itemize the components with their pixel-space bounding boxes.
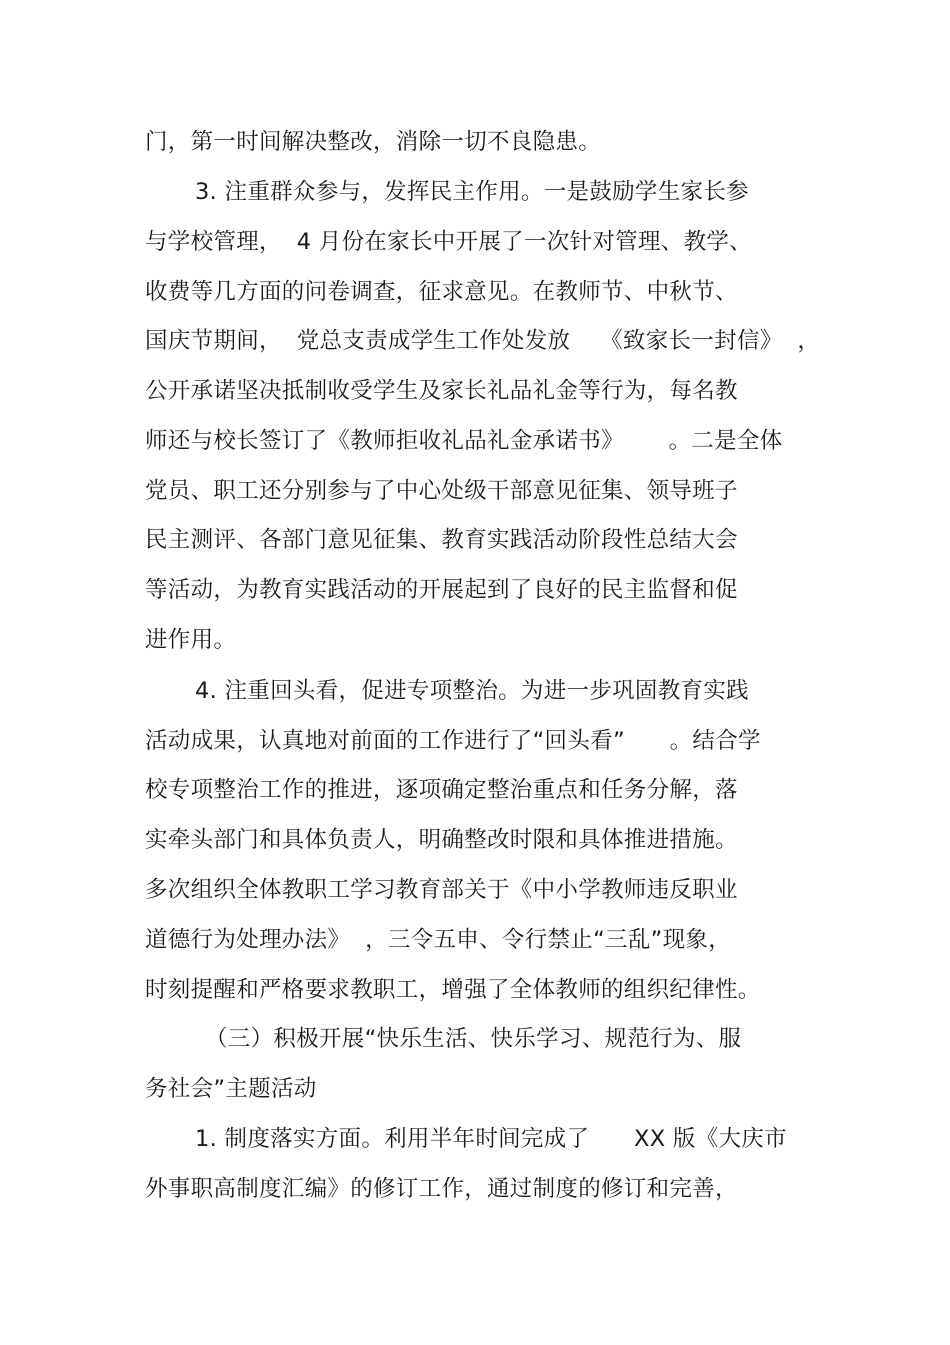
text-line: 时刻提醒和严格要求教职工，增强了全体教师的组织纪律性。: [145, 977, 761, 1003]
text-line: 3. 注重群众参与，发挥民主作用。一是鼓励学生家长参: [195, 179, 749, 205]
text-line: 道德行为处理办法》 ，三令五申、令行禁止“三乱”现象，: [145, 927, 732, 953]
section-heading: （三）积极开展“快乐生活、快乐学习、规范行为、服: [205, 1026, 742, 1052]
text-line: 民主测评、各部门意见征集、教育实践活动阶段性总结大会: [145, 527, 738, 553]
text-line: 党员、职工还分别参与了中心处级干部意见征集、领导班子: [145, 478, 738, 504]
text-line: 活动成果，认真地对前面的工作进行了“回头看” 。结合学: [145, 728, 761, 754]
section-heading: 务社会”主题活动: [145, 1076, 317, 1102]
text-line: 4. 注重回头看，促进专项整治。为进一步巩固教育实践: [195, 678, 749, 704]
text-line: 师还与校长签订了《教师拒收礼品礼金承诺书》 。二是全体: [145, 428, 783, 454]
text-line: 门，第一时间解决整改，消除一切不良隐患。: [145, 129, 602, 155]
text-line: 收费等几方面的问卷调查，征求意见。在教师节、中秋节、: [145, 279, 738, 305]
text-line: 多次组织全体教职工学习教育部关于《中小学教师违反职业: [145, 877, 738, 903]
text-line: 进作用。: [145, 627, 237, 653]
text-line: 等活动，为教育实践活动的开展起到了良好的民主监督和促: [145, 577, 738, 603]
text-line: 实牵头部门和具体负责人，明确整改时限和具体推进措施。: [145, 827, 738, 853]
text-line: 公开承诺坚决抵制收受学生及家长礼品礼金等行为，每名教: [145, 378, 738, 404]
text-line: 国庆节期间， 党总支责成学生工作处发放 《致家长一封信》 ，: [145, 328, 821, 354]
text-line: 校专项整治工作的推进，逐项确定整治重点和任务分解，落: [145, 777, 738, 803]
text-line: 外事职高制度汇编》的修订工作，通过制度的修订和完善，: [145, 1176, 738, 1202]
text-line: 1. 制度落实方面。利用半年时间完成了 XX 版《大庆市: [195, 1126, 787, 1152]
text-line: 与学校管理， 4 月份在家长中开展了一次针对管理、教学、: [145, 229, 752, 255]
